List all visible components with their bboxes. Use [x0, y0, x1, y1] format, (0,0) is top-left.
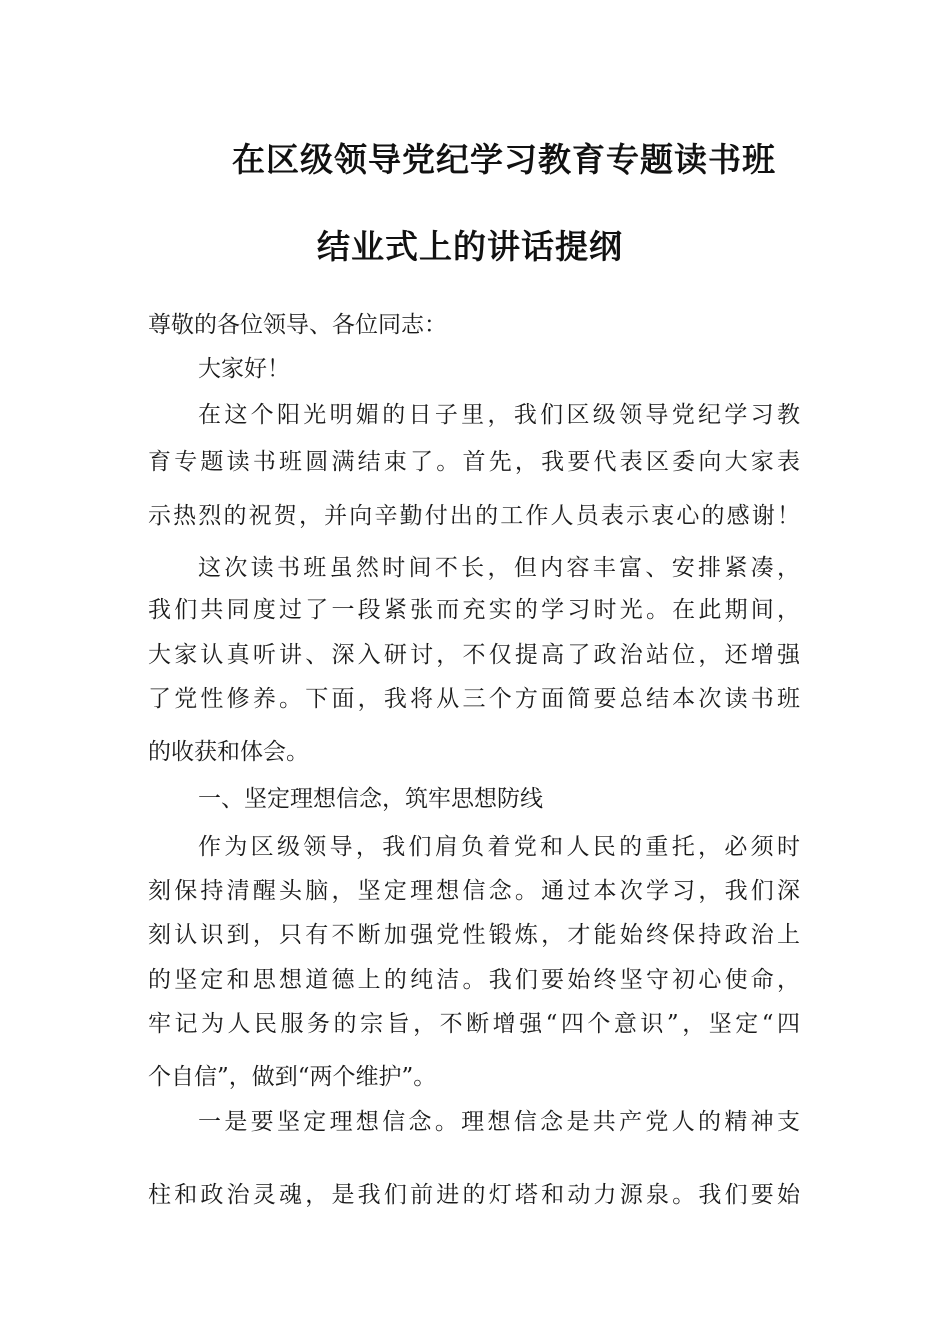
body-line: 柱和政治灵魂，是我们前进的灯塔和动力源泉。我们要始: [148, 1182, 800, 1208]
document-title-line-2: 结业式上的讲话提纲: [317, 227, 623, 266]
body-line: 刻保持清醒头脑，坚定理想信念。通过本次学习，我们深: [148, 878, 800, 904]
body-line: 牢记为人民服务的宗旨，不断增强“四个意识”，坚定“四: [148, 1011, 800, 1037]
body-line: 在这个阳光明媚的日子里，我们区级领导党纪学习教: [198, 402, 800, 428]
body-line: 一是要坚定理想信念。理想信念是共产党人的精神支: [198, 1109, 800, 1135]
body-line: 刻认识到，只有不断加强党性锻炼，才能始终保持政治上: [148, 922, 800, 948]
body-line: 的坚定和思想道德上的纯洁。我们要始终坚守初心使命，: [148, 967, 800, 993]
body-line: 育专题读书班圆满结束了。首先，我要代表区委向大家表: [148, 449, 800, 475]
body-line: 个自信”，做到“两个维护”。: [148, 1064, 437, 1090]
document-title-line-1: 在区级领导党纪学习教育专题读书班: [232, 140, 776, 179]
body-line: 作为区级领导，我们肩负着党和人民的重托，必须时: [198, 834, 800, 860]
body-line: 示热烈的祝贺，并向辛勤付出的工作人员表示衷心的感谢！: [148, 503, 800, 529]
body-line: 大家认真听讲、深入研讨，不仅提高了政治站位，还增强: [148, 642, 800, 668]
body-line: 了党性修养。下面，我将从三个方面简要总结本次读书班: [148, 686, 800, 712]
salutation: 尊敬的各位领导、各位同志：: [148, 312, 447, 338]
section-heading: 一、坚定理想信念，筑牢思想防线: [198, 786, 543, 812]
body-line: 我们共同度过了一段紧张而充实的学习时光。在此期间，: [148, 597, 800, 623]
body-line: 这次读书班虽然时间不长，但内容丰富、安排紧凑，: [198, 555, 800, 581]
body-line: 的收获和体会。: [148, 739, 309, 765]
greeting: 大家好！: [198, 356, 290, 382]
